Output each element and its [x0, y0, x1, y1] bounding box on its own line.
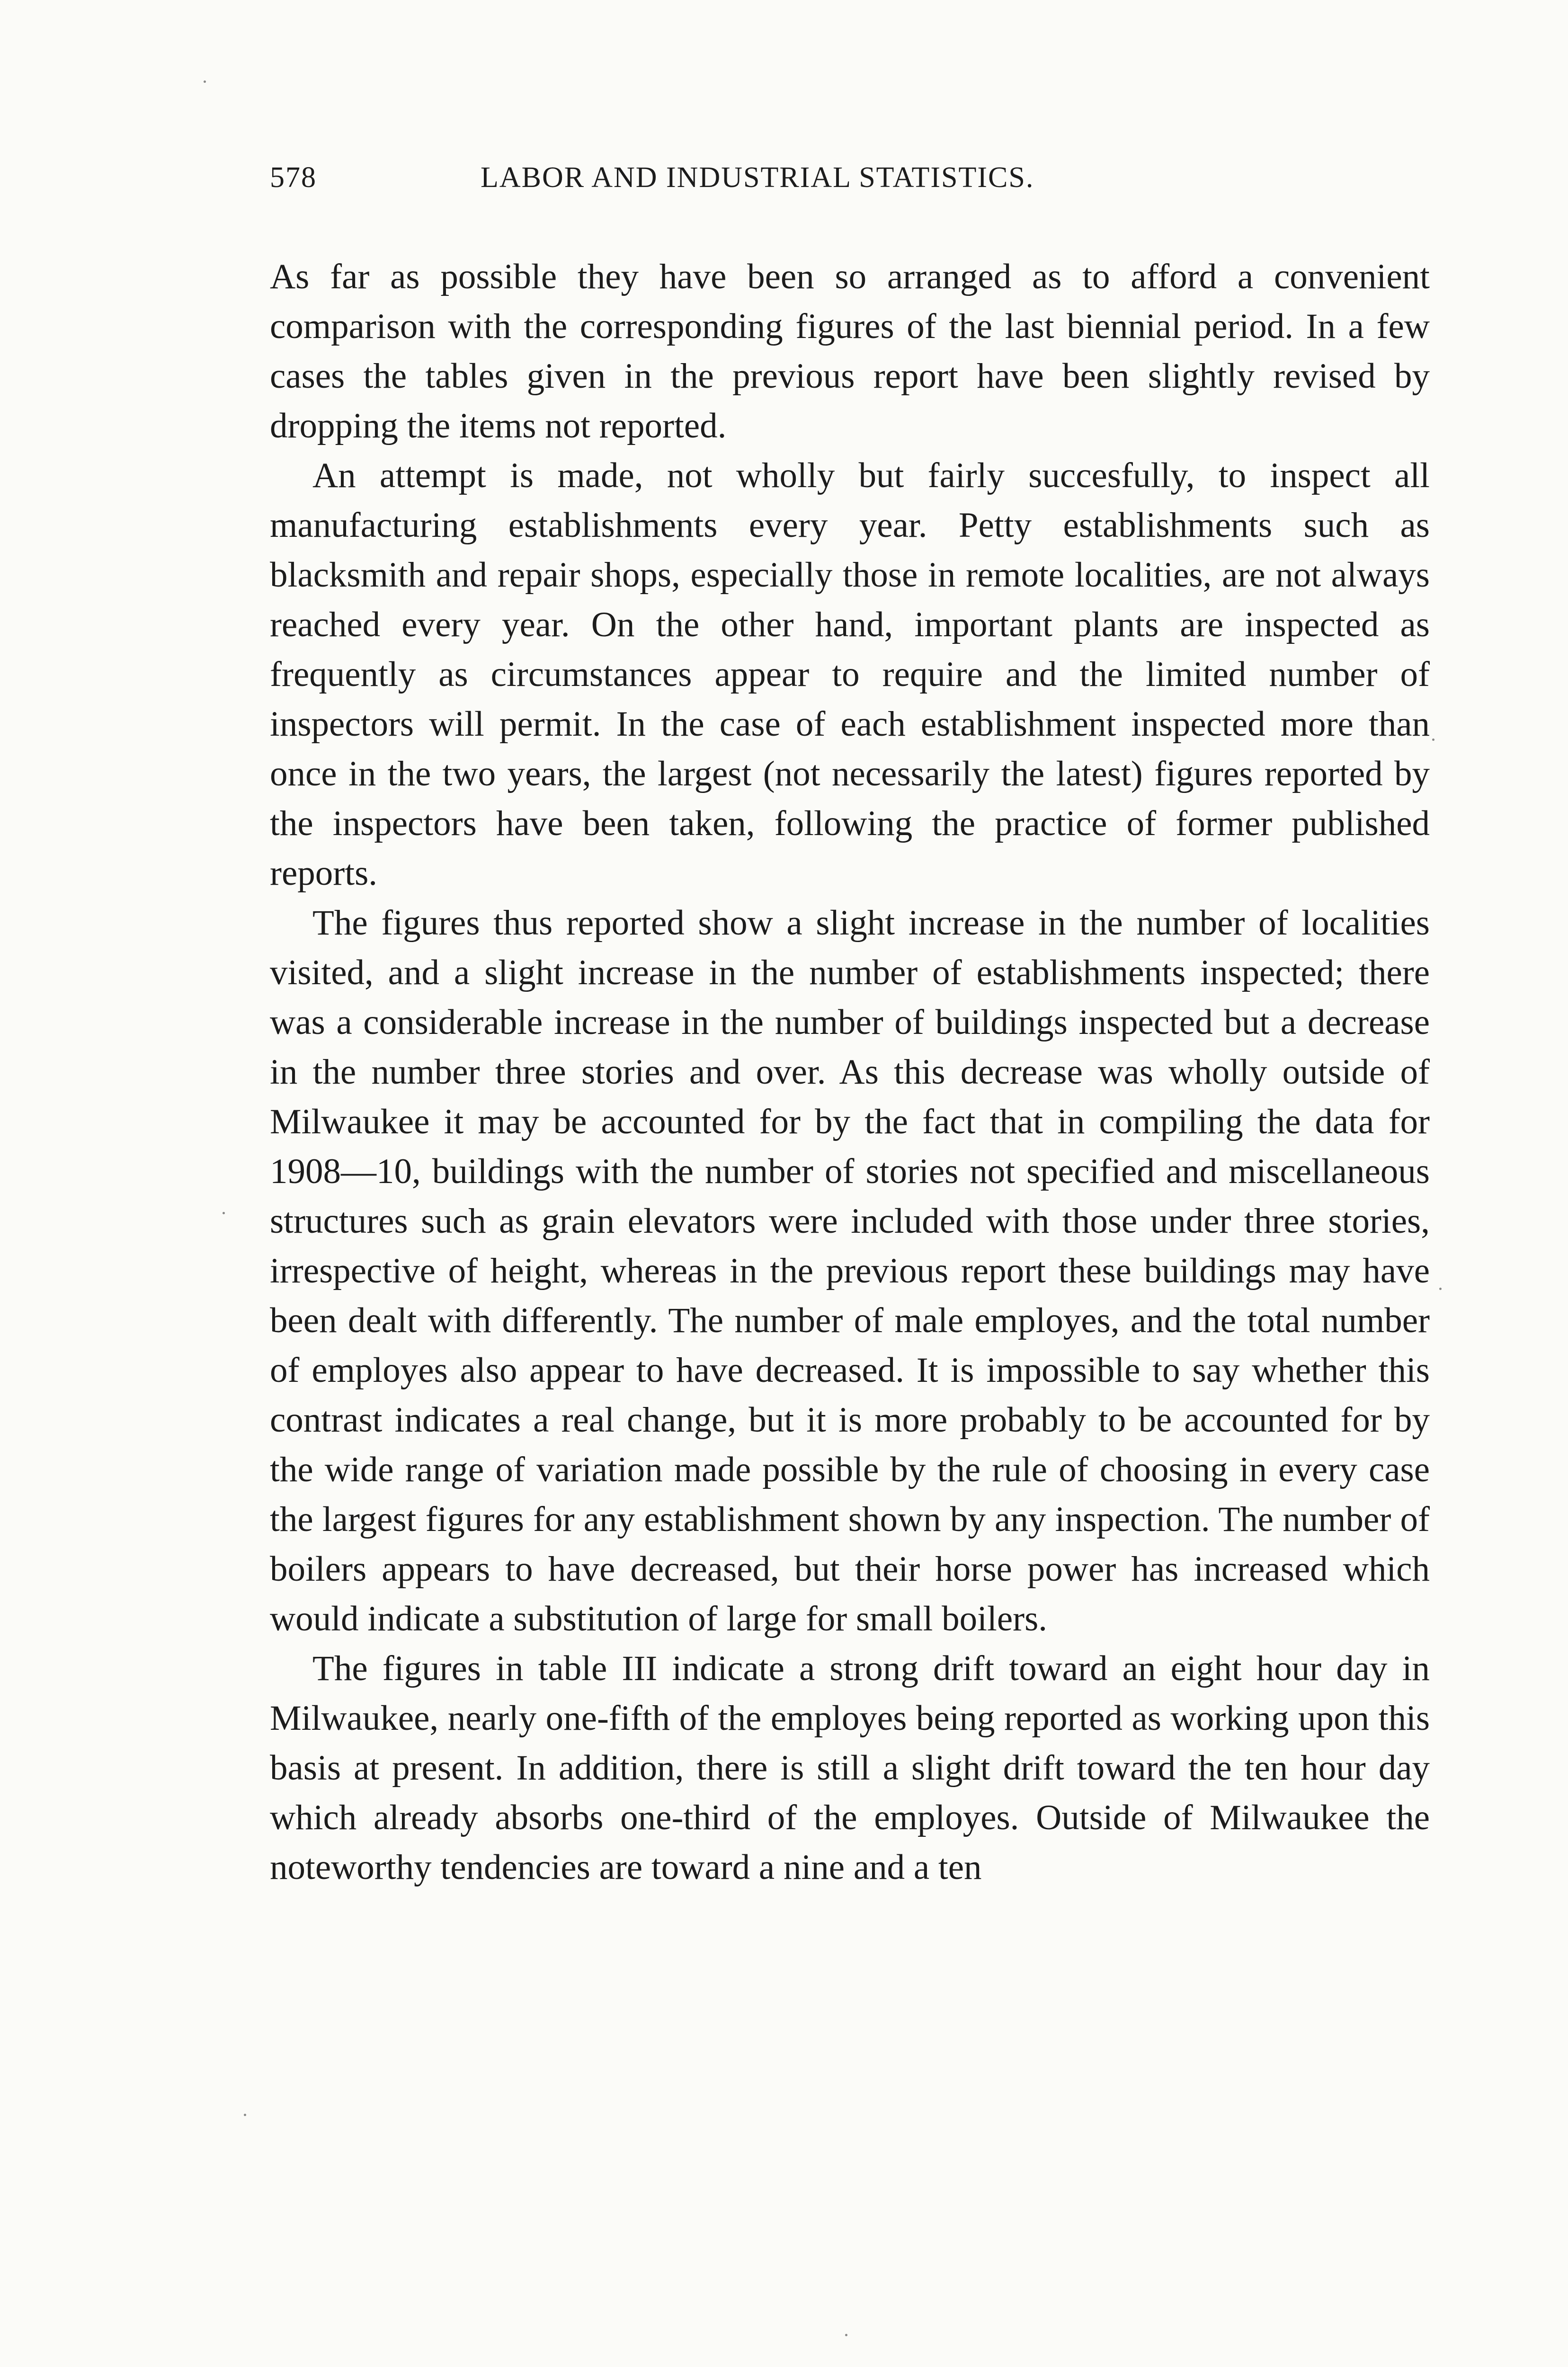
paragraph: The figures thus reported show a slight increase in the number of localities visited, and a slight increase in the number of establishments inspected; there was a considerable increase in the number of buildings inspected but a decrease in the number three stories and over. As this decrease was wholly outside of Milwaukee it may be accounted for by the fact that in compiling the data for 1908—10, buildings with the number of stories not specified and miscellaneous structures such as grain elevators were included with those under three stories, irrespective of height, whereas in the previous report these buildings may have been dealt with differently. The number of male employes, and the total number of employes also appear to have decreased. It is impossible to say whether this contrast indicates a real change, but it is more probably to be accounted for by the wide range of variation made possible by the rule of choosing in every case the largest figures for any establishment shown by any inspection. The number of boilers appears to have decreased, but their horse power has increased which would indicate a substitution of large for small boilers. — [270, 903, 1430, 1638]
body-text — [270, 252, 1430, 1892]
scan-speck — [244, 2114, 246, 2116]
page-number: 578 — [270, 161, 317, 194]
running-head: LABOR AND INDUSTRIAL STATISTICS. — [481, 161, 1034, 194]
page-header — [270, 156, 1430, 199]
paragraph: The figures in table III indicate a strong drift toward an eight hour day in Milwaukee, nearly one-fifth of the employes being reported as working upon this basis at present. In addition, there is still a slight drift toward the ten hour day which already absorbs one-third of the employes. Outside of Milwaukee the noteworthy tendencies are toward a nine and a ten — [270, 1649, 1430, 1887]
scan-speck — [223, 1212, 225, 1214]
paragraph: An attempt is made, not wholly but fairly succesfully, to inspect all manufacturing establishments every year. Petty establishments such as blacksmith and repair shops, especially those in remote localities, are not always reached every year. On the other hand, important plants are inspected as frequently as circumstances appear to require and the limited number of inspectors will permit. In the case of each establishment inspected more than once in the two years, the largest (not necessarily the latest) figures reported by the inspectors have been taken, following the practice of former published reports. — [270, 456, 1430, 893]
scan-speck — [204, 80, 206, 83]
paragraph: As far as possible they have been so arranged as to afford a convenient comparison with the corresponding figures of the last biennial period. In a few cases the tables given in the previous report have been slightly revised by dropping the items not reported. — [270, 257, 1430, 445]
scan-speck — [1439, 1288, 1442, 1290]
scan-speck — [845, 2334, 847, 2336]
scan-speck — [1432, 739, 1434, 741]
